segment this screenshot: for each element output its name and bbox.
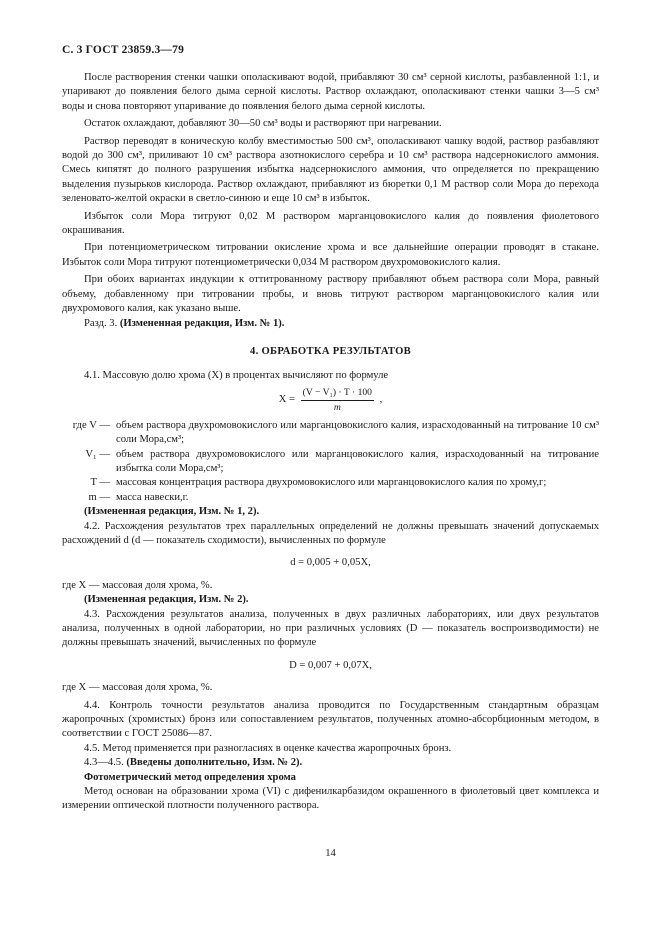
definition-row [62,491,599,505]
definition-text: объем раствора двухромовокислого или марганцовокислого калия, израсходованный на титрование 10 см³ соли Мора,см³; [116,419,599,446]
definition-row [62,419,599,448]
amendment-note [62,756,599,770]
paragraph-4-5: 4.5. Метод применяется при разногласиях в оценке качества жаропрочных бронз. [84,742,452,754]
formula-lhs: X = [278,394,295,406]
paragraph-4-2: 4.2. Расхождения результатов трех параллельных определений не должны превышать значений допускаемых расхождений d (d — показатель сходимости), вычисленных по формуле [62,520,599,546]
amendment-label: (Введены дополнительно, Изм. № 2). [126,757,303,769]
definition-key: где V — [72,419,110,431]
formula-denominator: m [333,401,341,413]
paragraph: Метод основан на образовании хрома (VI) с дифенилкарбазидом окрашенного в фиолетовый цвет комплекса и измерении оптической плотности полученного раствора. [62,786,599,812]
formula-where: где X — массовая доля хрома, %. [62,682,213,694]
subsection-title: Фотометрический метод определения хрома [84,771,296,783]
section-ref: 4.3—4.5. [84,757,124,769]
page-header: С. 3 ГОСТ 23859.3—79 [62,44,185,56]
formula-trail: , [379,394,383,406]
paragraph: Остаток охлаждают, добавляют 30—50 см³ воды и растворяют при нагревании. [84,118,442,130]
paragraph-4-4: 4.4. Контроль точности результатов анализа проводится по Государственным стандартным образцам жаропрочных (хромистых) бронз или сопоставлением результатов, полученных атомно-абсорбционным методом, в соответствии с ГОСТ 25086—87. [62,699,599,740]
definition-text: массовая концентрация раствора двухромовокислого или марганцовокислого калия по хрому,г; [116,477,547,489]
definition-text: объем раствора двухромовокислого или марганцовокислого калия, израсходованный на титрование избытка соли Мора,см³; [116,448,599,474]
paragraph-4-1: 4.1. Массовую долю хрома (X) в процентах вычисляют по формуле [84,370,389,382]
formula-d: d = 0,005 + 0,05X, [290,557,371,569]
paragraph: Избыток соли Мора титруют 0,02 М раствором марганцовокислого калия до появления фиолетового окрашивания. [62,210,599,237]
paragraph: При обоих вариантах индукции к оттитрованному раствору прибавляют объем раствора соли Мора, равный объему, добавленному при титровании пробы, и вновь титруют раствором марганцовокислого калия или двухромового калия, как указано выше. [62,274,599,315]
paragraph-4-3: 4.3. Расхождения результатов анализа, полученных в двух различных лабораториях, или двух результатов анализа, полученных в одной лаборатории, но при различных условиях (D — показатель воспроизводимости) не должны превышать значений, вычисленных по формуле [62,608,599,649]
definitions-list [62,419,599,505]
paragraph: Раствор переводят в коническую колбу вместимостью 500 см³, ополаскивают чашку водой, раствор разбавляют водой до 300 см³, приливают 10 см³ раствора азотнокислого серебра и 10 см³ раствора надсернокислого аммония. Смесь кипятят до полного разрушения избытка надсернокислого аммония, что определяется по прекращению выделения пузырьков кислорода. Раствор охлаждают, прибавляют из бюретки 0,1 М раствор соли Мора до перехода зеленовато-желтой окраски в светло-синюю и еще 10 см³ в избыток. [62,135,599,205]
formula-D: D = 0,007 + 0,07X, [289,659,372,671]
formula-fraction [301,387,374,414]
definition-key: T — [90,477,110,489]
page-number: 14 [325,848,336,859]
formula-numerator: (V − V₁) · T · 100 [301,387,374,401]
formula-x [62,387,599,414]
document-body [62,71,599,814]
definition-key: V₁ — [85,448,110,460]
amendment-label: (Измененная редакция, Изм. № 2). [84,594,249,606]
formula-where: где X — массовая доля хрома, %. [62,579,213,591]
definition-key: m — [88,491,110,503]
paragraph: При потенциометрическом титровании окисление хрома и все дальнейшие операции проводят в стакане. Избыток соли Мора титруют потенциометрически 0,034 М раствором двухромовокислого калия. [62,242,599,268]
amendment-label: (Измененная редакция, Изм. № 1, 2). [84,506,260,518]
paragraph: После растворения стенки чашки ополаскивают водой, прибавляют 30 см³ серной кислоты, разбавленной 1:1, и упаривают до появления белого дыма серной кислоты. Раствор охлаждают, ополаскивают стенки чашки 3—5 см³ воды и снова повторяют упаривание до появления белого дыма серной кислоты. [62,72,599,112]
section-ref: Разд. 3. [84,317,118,329]
definition-row [62,476,599,490]
definition-text: масса навески,г. [116,491,189,503]
definition-row [62,448,599,477]
section-title: 4. ОБРАБОТКА РЕЗУЛЬТАТОВ [250,345,411,357]
amendment-note [62,317,599,331]
amendment-label: (Измененная редакция, Изм. № 1). [119,317,285,329]
